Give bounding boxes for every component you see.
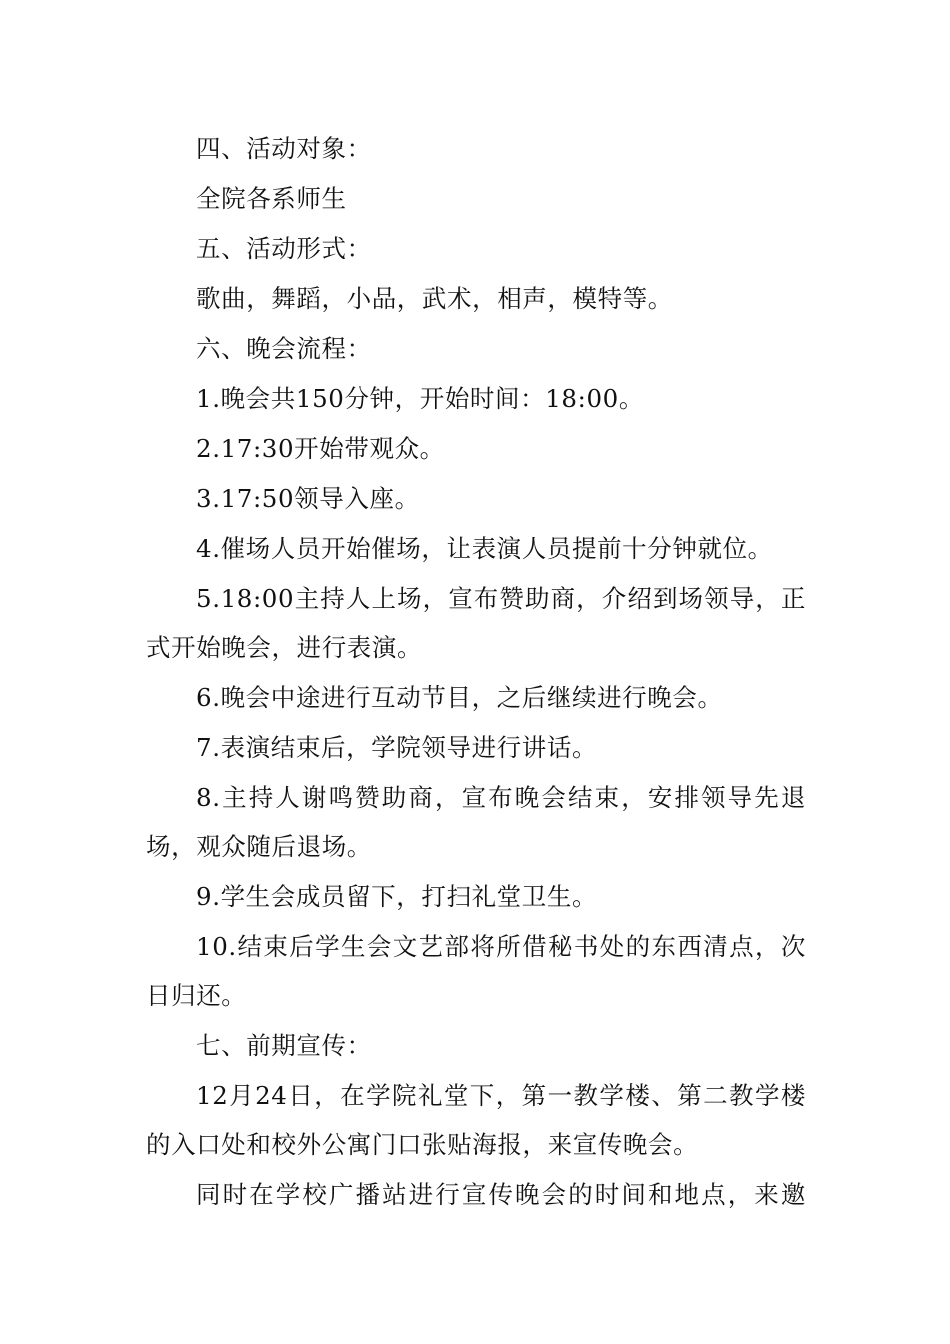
- list-item-5-continuation: 式开始晚会，进行表演。: [146, 633, 423, 662]
- list-item-10: 10.结束后学生会文艺部将所借秘书处的东西清点，次: [196, 932, 806, 961]
- paragraph-line: 歌曲，舞蹈，小品，武术，相声，模特等。: [196, 284, 673, 313]
- section-heading-activity-form: 五、活动形式：: [196, 234, 372, 263]
- list-item-10-continuation: 日归还。: [146, 981, 247, 1010]
- paragraph-line: 12月24日，在学院礼堂下，第一教学楼、第二教学楼: [196, 1081, 806, 1110]
- list-item-4: 4.催场人员开始催场，让表演人员提前十分钟就位。: [196, 534, 773, 563]
- list-item-9: 9.学生会成员留下，打扫礼堂卫生。: [196, 882, 598, 911]
- section-heading-activity-target: 四、活动对象：: [196, 134, 372, 163]
- list-item-7: 7.表演结束后，学院领导进行讲话。: [196, 733, 598, 762]
- list-item-6: 6.晚会中途进行互动节目，之后继续进行晚会。: [196, 683, 723, 712]
- section-heading-gala-process: 六、晚会流程：: [196, 334, 372, 363]
- list-item-8: 8.主持人谢鸣赞助商，宣布晚会结束，安排领导先退: [196, 783, 806, 812]
- paragraph-line: 同时在学校广播站进行宣传晚会的时间和地点，来邀: [196, 1180, 806, 1209]
- paragraph-line: 全院各系师生: [196, 184, 347, 213]
- list-item-2: 2.17:30开始带观众。: [196, 434, 445, 463]
- section-heading-promotion: 七、前期宣传：: [196, 1031, 372, 1060]
- list-item-3: 3.17:50领导入座。: [196, 484, 420, 513]
- paragraph-line: 的入口处和校外公寓门口张贴海报，来宣传晚会。: [146, 1130, 699, 1159]
- list-item-5: 5.18:00主持人上场，宣布赞助商，介绍到场领导，正: [196, 584, 806, 613]
- list-item-8-continuation: 场，观众随后退场。: [146, 832, 372, 861]
- list-item-1: 1.晚会共150分钟，开始时间：18:00。: [196, 384, 644, 413]
